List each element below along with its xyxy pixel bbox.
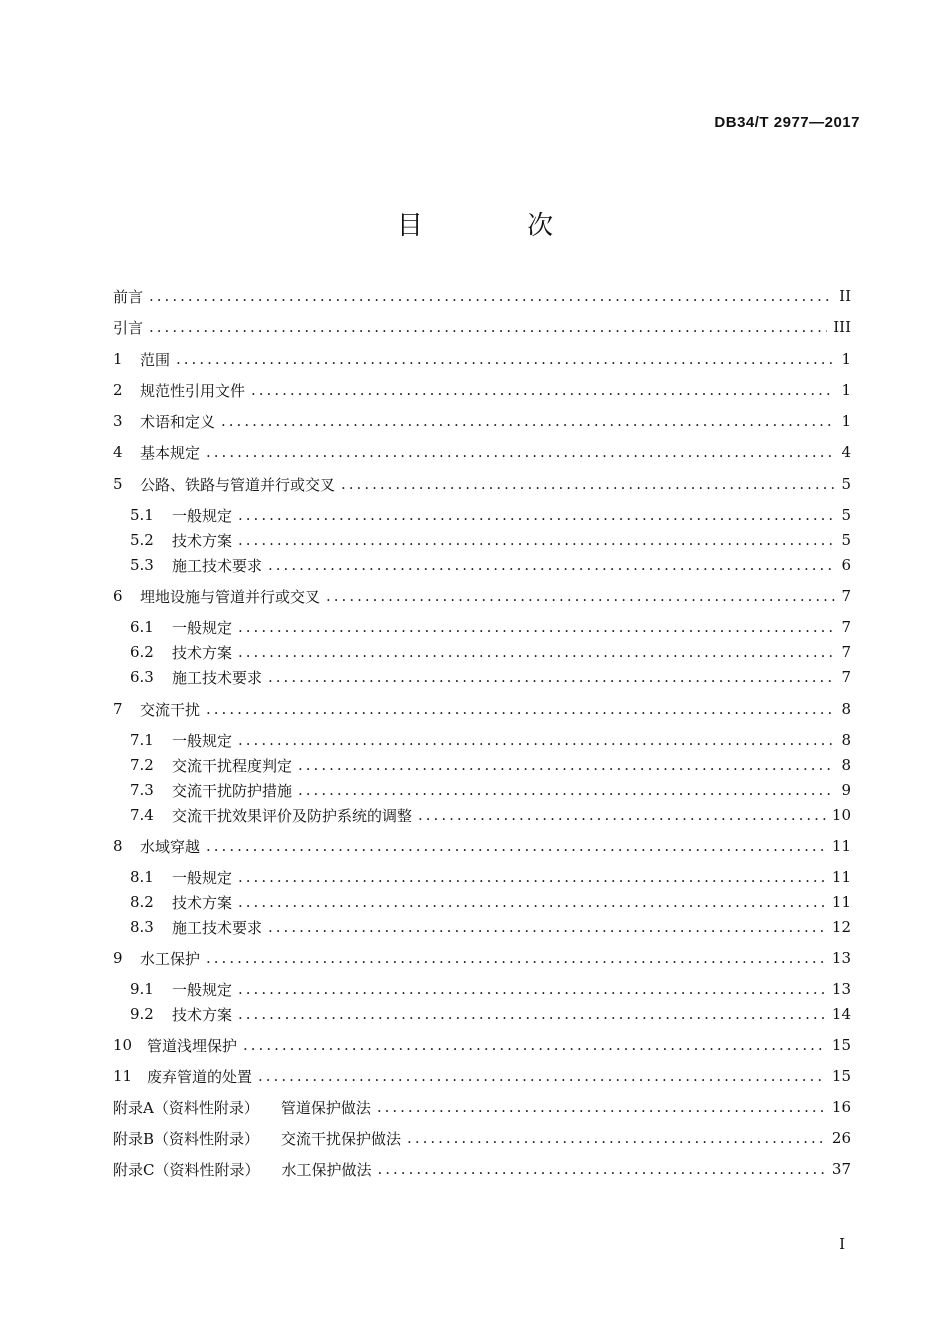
toc-entry-number: 6.3 [130,668,154,686]
toc-entry[interactable] [113,834,851,858]
toc-entry-page: 1 [841,350,851,368]
toc-entry-page: 9 [841,781,851,799]
toc-entry-label: 一般规定 [172,980,233,999]
toc-leader-dots [298,756,835,774]
toc-entry-number: 附录C（资料性附录） [113,1160,260,1179]
toc-entry-page: 11 [831,868,851,886]
toc-entry[interactable] [113,753,851,777]
toc-entry[interactable] [113,440,851,464]
toc-entry-page: 14 [831,1005,851,1023]
toc-leader-dots [238,618,835,636]
toc-entry-page: 11 [831,893,851,911]
toc-entry-page: 5 [841,531,851,549]
toc-leader-dots [238,980,826,998]
toc-leader-dots [238,531,835,549]
toc-entry[interactable] [113,1157,851,1181]
toc-entry[interactable] [113,665,851,689]
toc-entry-page: 1 [841,381,851,399]
toc-entry-number: 8 [113,837,123,855]
toc-entry-label: 技术方案 [172,531,233,550]
toc-entry-number: 7.4 [130,806,154,824]
toc-entry-label: 施工技术要求 [172,556,263,575]
toc-entry-number: 7.3 [130,781,154,799]
toc-leader-dots [206,700,835,718]
toc-entry[interactable] [113,915,851,939]
toc-entry-number: 8.3 [130,918,154,936]
toc-entry-number: 8.2 [130,893,154,911]
toc-entry[interactable] [113,378,851,402]
toc-leader-dots [206,837,826,855]
toc-leader-dots [176,350,835,368]
toc-leader-dots [206,949,826,967]
toc-entry[interactable] [113,528,851,552]
toc-entry[interactable] [113,946,851,970]
toc-entry-label: 技术方案 [172,643,233,662]
toc-entry-label: 术语和定义 [140,412,216,431]
standard-code: DB34/T 2977—2017 [714,114,860,131]
toc-entry-page: 7 [841,668,851,686]
toc-entry-page: 4 [841,443,851,461]
toc-entry-page: 5 [841,475,851,493]
toc-entry[interactable] [113,1126,851,1150]
toc-leader-dots [243,1036,826,1054]
toc-leader-dots [378,1160,826,1178]
toc-leader-dots [149,287,833,305]
toc-entry-page: 7 [841,587,851,605]
toc-entry-page: 11 [831,837,851,855]
toc-entry-number: 9 [113,949,123,967]
toc-entry-page: 8 [841,700,851,718]
toc-entry[interactable] [113,584,851,608]
toc-entry-label: 交流干扰程度判定 [172,756,293,775]
toc-entry-number: 9.1 [130,980,154,998]
toc-entry-label: 前言 [113,287,144,306]
toc-entry[interactable] [113,728,851,752]
toc-leader-dots [238,731,835,749]
toc-entry-label: 基本规定 [140,443,201,462]
toc-entry[interactable] [113,1002,851,1026]
toc-entry-label: 规范性引用文件 [140,381,246,400]
toc-entry-number: 5 [113,475,123,493]
toc-leader-dots [206,443,835,461]
toc-entry-page: 5 [841,506,851,524]
toc-entry-label: 水工保护做法 [281,1160,372,1179]
toc-entry-number: 1 [113,350,123,368]
toc-entry-label: 公路、铁路与管道并行或交叉 [140,475,336,494]
toc-entry-number: 8.1 [130,868,154,886]
toc-entry-number: 2 [113,381,123,399]
toc-entry-label: 技术方案 [172,893,233,912]
toc-leader-dots [238,868,826,886]
toc-entry-page: 1 [841,412,851,430]
toc-entry[interactable] [113,1033,851,1057]
toc-entry-page: 7 [841,643,851,661]
toc-entry-label: 管道浅埋保护 [147,1036,238,1055]
toc-entry[interactable] [113,553,851,577]
toc-entry-number: 7.2 [130,756,154,774]
toc-leader-dots [268,556,835,574]
toc-entry-label: 埋地设施与管道并行或交叉 [140,587,321,606]
toc-leader-dots [341,475,835,493]
toc-leader-dots [238,1005,826,1023]
toc-entry-page: 8 [841,756,851,774]
toc-entry-label: 废弃管道的处置 [147,1067,253,1086]
toc-entry-number: 附录B（资料性附录） [113,1129,260,1148]
toc-entry-page: III [833,318,851,336]
toc-entry-page: 13 [831,980,851,998]
toc-entry-label: 水域穿越 [140,837,201,856]
toc-entry-page: 15 [831,1036,851,1054]
toc-entry-label: 一般规定 [172,618,233,637]
toc-entry-number: 9.2 [130,1005,154,1023]
toc-entry-page: 26 [831,1129,851,1147]
toc-entry-label: 交流干扰 [140,700,201,719]
toc-entry[interactable] [113,977,851,1001]
toc-leader-dots [407,1129,826,1147]
toc-entry-number: 6.1 [130,618,154,636]
toc-entry-label: 施工技术要求 [172,918,263,937]
toc-entry[interactable] [113,890,851,914]
toc-entry-label: 技术方案 [172,1005,233,1024]
toc-entry-page: II [839,287,851,305]
toc-entry-label: 一般规定 [172,506,233,525]
toc-leader-dots [268,668,835,686]
toc-leader-dots [221,412,835,430]
toc-entry-number: 7.1 [130,731,154,749]
toc-entry-number: 5.2 [130,531,154,549]
toc-entry-number: 4 [113,443,123,461]
toc-entry[interactable] [113,697,851,721]
toc-leader-dots [418,806,826,824]
toc-leader-dots [258,1067,826,1085]
toc-entry[interactable] [113,778,851,802]
toc-entry-page: 13 [831,949,851,967]
toc-leader-dots [377,1098,826,1116]
toc-entry-page: 16 [831,1098,851,1116]
toc-entry-number: 11 [113,1067,133,1085]
toc-entry-label: 一般规定 [172,731,233,750]
toc-leader-dots [298,781,835,799]
toc-entry[interactable] [113,472,851,496]
toc-entry-number: 6.2 [130,643,154,661]
toc-leader-dots [238,893,826,911]
toc-entry-page: 12 [831,918,851,936]
toc-entry-label: 一般规定 [172,868,233,887]
toc-entry[interactable] [113,409,851,433]
toc-leader-dots [238,506,835,524]
toc-entry[interactable] [113,865,851,889]
toc-entry-page: 37 [831,1160,851,1178]
toc-entry[interactable] [113,1095,851,1119]
toc-entry-page: 6 [841,556,851,574]
toc-entry[interactable] [113,503,851,527]
toc-entry-number: 3 [113,412,123,430]
toc-entry[interactable] [113,315,851,339]
toc-entry[interactable] [113,615,851,639]
toc-entry-label: 管道保护做法 [280,1098,371,1117]
toc-entry[interactable] [113,640,851,664]
toc-entry-number: 10 [113,1036,133,1054]
toc-leader-dots [326,587,835,605]
toc-entry[interactable] [113,1064,851,1088]
toc-entry-label: 引言 [113,318,144,337]
toc-entry-number: 5.1 [130,506,154,524]
toc-leader-dots [251,381,835,399]
toc-entry-label: 交流干扰保护做法 [281,1129,402,1148]
toc-entry-label: 交流干扰防护措施 [172,781,293,800]
toc-leader-dots [238,643,835,661]
toc-entry-number: 附录A（资料性附录） [113,1098,259,1117]
toc-leader-dots [149,318,827,336]
toc-entry-number: 6 [113,587,123,605]
toc-entry-label: 施工技术要求 [172,668,263,687]
toc-entry-label: 范围 [140,350,171,369]
toc-entry[interactable] [113,803,851,827]
footer-page-number: I [839,1235,845,1253]
toc-entry[interactable] [113,347,851,371]
toc-entry-label: 交流干扰效果评价及防护系统的调整 [172,806,413,825]
toc-leader-dots [268,918,826,936]
toc-entry-page: 10 [831,806,851,824]
toc-entry-number: 7 [113,700,123,718]
toc-entry-page: 8 [841,731,851,749]
toc-entry-number: 5.3 [130,556,154,574]
page-title: 目 次 [396,211,602,241]
toc-entry-label: 水工保护 [140,949,201,968]
toc-entry-page: 7 [841,618,851,636]
toc-entry[interactable] [113,284,851,308]
toc-entry-page: 15 [831,1067,851,1085]
